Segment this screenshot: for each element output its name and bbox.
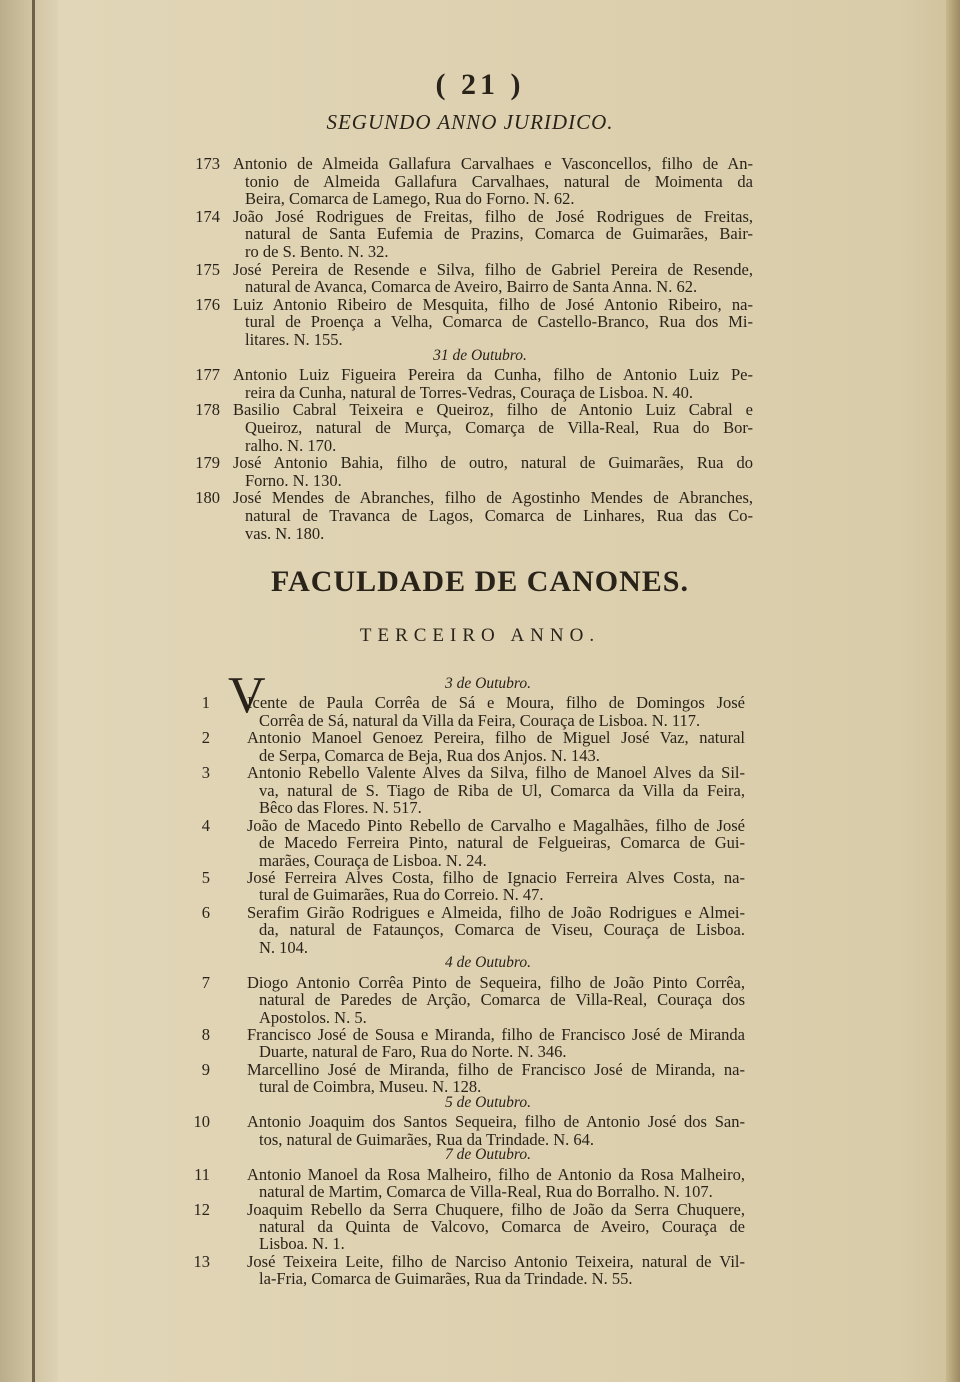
entry-number: 174 bbox=[195, 206, 220, 226]
entry-line: Antonio Joaquim dos Santos Sequeira, filho de Antonio José dos San- bbox=[247, 1112, 745, 1132]
entry-number: 12 bbox=[193, 1199, 210, 1219]
entry-line: Lisboa. N. 1. bbox=[259, 1234, 345, 1254]
entry-line: de Macedo Ferreira Pinto, natural de Felgueiras, Comarca de Gui- bbox=[259, 833, 745, 853]
entry-line: Luiz Antonio Ribeiro de Mesquita, filho de José Antonio Ribeiro, na- bbox=[233, 294, 753, 314]
entry-line: natural de Travanca de Lagos, Comarca de Linhares, Rua das Co- bbox=[245, 506, 753, 525]
entry-line: José Ferreira Alves Costa, filho de Ignacio Ferreira Alves Costa, na- bbox=[247, 867, 745, 887]
entry-line: Joaquim Rebello da Serra Chuquere, filho de João da Serra Chuquere, bbox=[247, 1199, 745, 1219]
entry-line: marães, Couraça de Lisboa. N. 24. bbox=[259, 850, 487, 870]
date-heading: 31 de Outubro. bbox=[433, 346, 527, 364]
drop-capital: V bbox=[228, 667, 266, 724]
entry-line: natural de Martim, Comarca de Villa-Real, Rua do Borralho. N. 107. bbox=[259, 1182, 713, 1202]
entry-number: 11 bbox=[194, 1164, 210, 1184]
entry-line: José Pereira de Resende e Silva, filho de Gabriel Pereira de Resende, bbox=[233, 259, 753, 279]
entry-line: Duarte, natural de Faro, Rua do Norte. N. 346. bbox=[259, 1042, 567, 1062]
entry-line: tonio de Almeida Gallafura Carvalhaes, natural de Moimenta da bbox=[245, 171, 753, 191]
entry-line: Icente de Paula Corrêa de Sá e Moura, filho de Domingos José bbox=[247, 693, 745, 713]
entry-number: 177 bbox=[195, 365, 220, 385]
entry-line: de Serpa, Comarca de Beja, Rua dos Anjos. N. 143. bbox=[259, 745, 600, 765]
entry-line: Antonio Luiz Figueira Pereira da Cunha, filho de Antonio Luiz Pe- bbox=[233, 365, 753, 385]
entry-line: natural de Avanca, Comarca de Aveiro, Bairro de Santa Anna. N. 62. bbox=[245, 277, 698, 297]
entry-line: natural de Paredes de Arção, Comarca de Villa-Real, Couraça dos bbox=[259, 990, 745, 1010]
entry-line: Beira, Comarca de Lamego, Rua do Forno. N. 62. bbox=[245, 189, 575, 209]
binding-line bbox=[32, 0, 35, 1382]
entry-line: Francisco José de Sousa e Miranda, filho de Francisco José de Miranda bbox=[247, 1025, 745, 1044]
entry-line: João de Macedo Pinto Rebello de Carvalho e Magalhães, filho de José bbox=[247, 815, 745, 835]
year-title: TERCEIRO ANNO. bbox=[359, 625, 601, 646]
faculty-title: FACULDADE DE CANONES. bbox=[271, 565, 689, 598]
date-heading: 7 de Outubro. bbox=[445, 1146, 531, 1164]
entry-number: 5 bbox=[201, 867, 210, 887]
entry-line: litares. N. 155. bbox=[245, 330, 343, 349]
date-heading: 4 de Outubro. bbox=[445, 954, 531, 972]
entry-line: Antonio Rebello Valente Alves da Silva, filho de Manoel Alves da Sil- bbox=[247, 763, 745, 783]
entry-line: tural de Proença a Velha, Comarca de Castello-Branco, Rua dos Mi- bbox=[245, 312, 753, 332]
entry-number: 6 bbox=[201, 902, 210, 922]
entry-number: 173 bbox=[195, 154, 220, 173]
entry-line: Apostolos. N. 5. bbox=[259, 1007, 367, 1027]
entry-line: natural de Santa Eufemia de Prazins, Comarca de Guimarães, Bair- bbox=[245, 224, 753, 244]
page-edge bbox=[946, 0, 960, 1382]
entry-number: 179 bbox=[195, 453, 220, 473]
entry-line: José Antonio Bahia, filho de outro, natural de Guimarães, Rua do bbox=[233, 453, 753, 473]
entry-line: vas. N. 180. bbox=[245, 523, 325, 543]
entry-line: José Mendes de Abranches, filho de Agostinho Mendes de Abranches, bbox=[233, 488, 753, 508]
entry-line: Antonio Manoel Genoez Pereira, filho de Miguel José Vaz, natural bbox=[247, 728, 745, 748]
entry-number: 3 bbox=[201, 763, 210, 783]
entry-line: Antonio Manoel da Rosa Malheiro, filho de Antonio da Rosa Malheiro, bbox=[247, 1164, 745, 1184]
entry-line: tural de Guimarães, Rua do Correio. N. 47. bbox=[259, 885, 544, 905]
section-title: SEGUNDO ANNO JURIDICO. bbox=[326, 110, 614, 134]
entry-line: Bêco das Flores. N. 517. bbox=[259, 798, 422, 818]
entry-number: 10 bbox=[193, 1112, 210, 1132]
entry-number: 7 bbox=[201, 972, 210, 992]
entry-line: tural de Coimbra, Museu. N. 128. bbox=[259, 1077, 482, 1097]
entry-line: ro de S. Bento. N. 32. bbox=[245, 242, 389, 261]
entry-line: Queiroz, natural de Murça, Comarça de Villa-Real, Rua do Bor- bbox=[245, 418, 753, 437]
entry-number: 13 bbox=[193, 1251, 210, 1271]
entry-number: 180 bbox=[195, 488, 220, 508]
date-heading: 3 de Outubro. bbox=[445, 675, 531, 692]
entry-number: 178 bbox=[195, 400, 220, 420]
entry-line: Corrêa de Sá, natural da Villa da Feira, Couraça de Lisboa. N. 117. bbox=[259, 710, 701, 730]
entry-line: João José Rodrigues de Freitas, filho de José Rodrigues de Freitas, bbox=[233, 206, 753, 226]
entry-number: 175 bbox=[195, 259, 220, 279]
entry-line: da, natural de Fataunços, Comarca de Viseu, Couraça de Lisboa. bbox=[259, 920, 745, 940]
entry-line: N. 104. bbox=[259, 937, 309, 957]
entry-number: 4 bbox=[201, 815, 210, 835]
entry-line: reira da Cunha, natural de Torres-Vedras, Couraça de Lisboa. N. 40. bbox=[245, 382, 694, 402]
entry-line: va, natural de S. Tiago de Riba de Ul, Comarca da Villa da Feira, bbox=[259, 780, 745, 800]
entry-number: 176 bbox=[195, 294, 220, 314]
entry-line: ralho. N. 170. bbox=[245, 435, 337, 455]
entry-line: Diogo Antonio Corrêa Pinto de Sequeira, filho de João Pinto Corrêa, bbox=[247, 972, 745, 992]
entry-line: tos, natural de Guimarães, Rua da Trindade. N. 64. bbox=[259, 1129, 594, 1149]
entry-line: Forno. N. 130. bbox=[245, 470, 342, 490]
entry-line: Antonio de Almeida Gallafura Carvalhaes e Vasconcellos, filho de An- bbox=[233, 154, 753, 173]
entry-line: Basilio Cabral Teixeira e Queiroz, filho de Antonio Luiz Cabral e bbox=[233, 400, 753, 420]
entry-number: 1 bbox=[201, 693, 210, 713]
entry-line: Serafim Girão Rodrigues e Almeida, filho de João Rodrigues e Almei- bbox=[247, 902, 745, 922]
page-number: ( 21 ) bbox=[435, 68, 525, 101]
entry-number: 8 bbox=[201, 1025, 210, 1044]
entry-number: 2 bbox=[201, 728, 210, 748]
entry-line: Marcellino José de Miranda, filho de Francisco José de Miranda, na- bbox=[247, 1059, 745, 1079]
entry-line: la-Fria, Comarca de Guimarães, Rua da Trindade. N. 55. bbox=[259, 1269, 633, 1289]
entry-number: 9 bbox=[201, 1059, 210, 1079]
entry-line: José Teixeira Leite, filho de Narciso Antonio Teixeira, natural de Vil- bbox=[247, 1251, 745, 1271]
entry-line: natural da Quinta de Valcovo, Comarca de Aveiro, Couraça de bbox=[259, 1216, 745, 1236]
date-heading: 5 de Outubro. bbox=[445, 1093, 531, 1111]
book-spine-shadow bbox=[0, 0, 58, 1382]
